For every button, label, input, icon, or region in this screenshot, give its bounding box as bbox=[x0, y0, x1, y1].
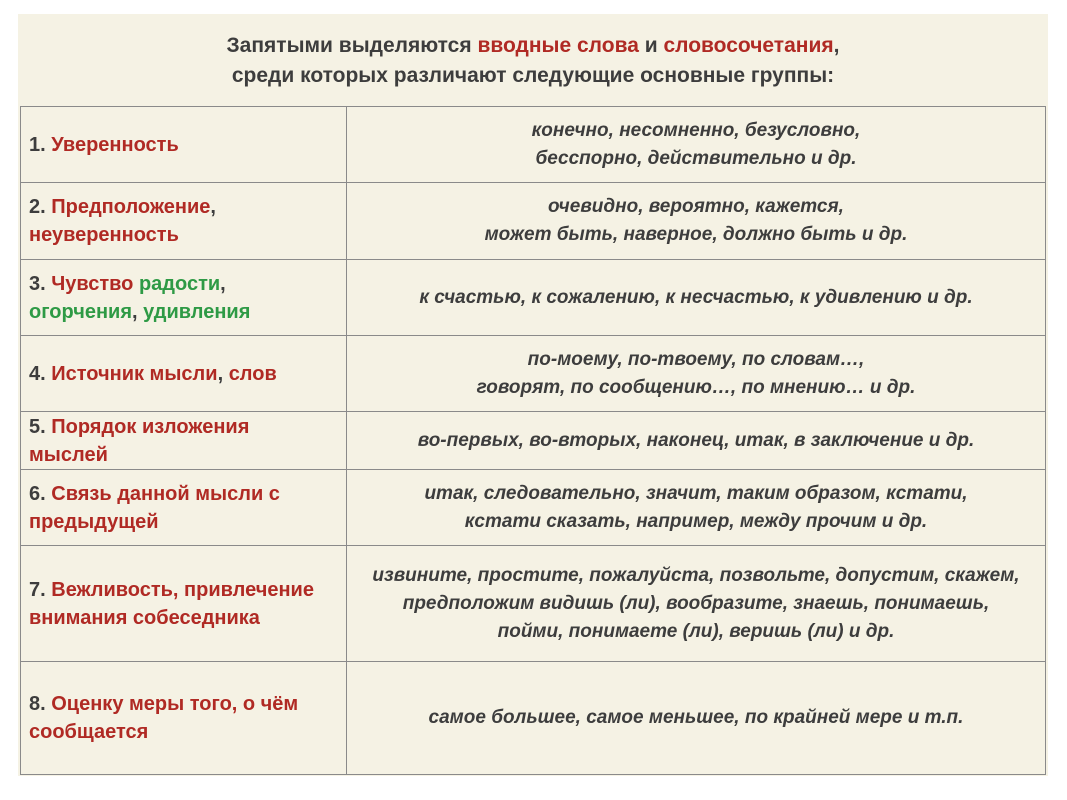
example-line: может быть, наверное, должно быть и др. bbox=[484, 224, 908, 245]
category-label: сообщается bbox=[29, 721, 149, 743]
heading-highlight-introductory-words: вводные слова bbox=[477, 34, 639, 57]
table-row bbox=[21, 662, 1046, 775]
category-cell bbox=[21, 470, 347, 546]
category-label: Предположение bbox=[51, 196, 211, 218]
table-row bbox=[21, 260, 1046, 336]
category-separator: , bbox=[220, 272, 226, 295]
category-cell bbox=[21, 546, 347, 662]
category-label: неуверенность bbox=[29, 224, 179, 246]
category-cell bbox=[21, 336, 347, 412]
category-separator: , bbox=[217, 362, 229, 385]
category-number: 8. bbox=[29, 693, 52, 715]
category-label: Порядок изложения bbox=[51, 415, 250, 438]
category-number: 1. bbox=[29, 133, 52, 156]
table-row bbox=[21, 336, 1046, 412]
examples-cell bbox=[347, 662, 1046, 775]
example-line: по-моему, по-твоему, по словам…, bbox=[527, 348, 865, 370]
heading-line-2: среди которых различают следующие основные группы: bbox=[231, 64, 835, 87]
category-cell bbox=[21, 412, 347, 470]
category-label-joy: радости bbox=[138, 272, 221, 295]
category-label: внимания собеседника bbox=[29, 606, 260, 629]
example-line: к счастью, к сожалению, к несчастью, к удивлению и др. bbox=[419, 286, 973, 308]
examples-cell bbox=[347, 183, 1046, 260]
category-cell bbox=[21, 260, 347, 336]
heading-line-1 bbox=[18, 31, 1048, 61]
heading-text: , bbox=[833, 34, 840, 57]
example-line: конечно, несомненно, безусловно, bbox=[531, 119, 861, 141]
category-label: Источник мысли bbox=[51, 362, 218, 385]
category-label: Оценку меры того, о чём bbox=[51, 693, 299, 715]
example-line: пойми, понимаете (ли), веришь (ли) и др. bbox=[497, 620, 895, 642]
example-line: извините, простите, пожалуйста, позвольте, допустим, скажем, bbox=[372, 564, 1020, 586]
category-label-surprise: удивления bbox=[143, 300, 251, 323]
category-cell bbox=[21, 107, 347, 183]
heading-highlight-phrases: словосочетания bbox=[663, 34, 834, 57]
category-number: 2. bbox=[29, 196, 52, 218]
category-separator: , bbox=[210, 196, 216, 218]
category-label: Вежливость, привлечение bbox=[51, 578, 314, 601]
table-row bbox=[21, 546, 1046, 662]
category-label: предыдущей bbox=[29, 510, 159, 533]
heading-text: Запятыми выделяются bbox=[226, 34, 478, 57]
table-row bbox=[21, 107, 1046, 183]
category-separator: , bbox=[132, 300, 144, 323]
examples-cell bbox=[347, 412, 1046, 470]
example-line: итак, следовательно, значит, таким образом, кстати, bbox=[424, 482, 968, 504]
example-line: очевидно, вероятно, кажется, bbox=[548, 196, 844, 217]
category-number: 4. bbox=[29, 362, 52, 385]
examples-cell bbox=[347, 336, 1046, 412]
category-number: 5. bbox=[29, 415, 52, 438]
example-line: бесспорно, действительно и др. bbox=[535, 147, 857, 169]
groups-table bbox=[20, 106, 1046, 775]
category-number: 3. bbox=[29, 272, 52, 295]
examples-cell bbox=[347, 470, 1046, 546]
heading-text: и bbox=[638, 34, 664, 57]
category-cell bbox=[21, 183, 347, 260]
category-number: 7. bbox=[29, 578, 52, 601]
examples-cell bbox=[347, 260, 1046, 336]
category-number: 6. bbox=[29, 482, 52, 505]
example-line: говорят, по сообщению…, по мнению… и др. bbox=[476, 376, 916, 398]
example-line: предположим видишь (ли), вообразите, знаешь, понимаешь, bbox=[402, 592, 990, 614]
category-label-sorrow: огорчения bbox=[29, 300, 132, 323]
example-line: во-первых, во-вторых, наконец, итак, в заключение и др. bbox=[417, 429, 975, 451]
slide-heading bbox=[18, 14, 1048, 104]
example-line: самое большее, самое меньшее, по крайней мере и т.п. bbox=[428, 707, 964, 728]
example-line: кстати сказать, например, между прочим и др. bbox=[464, 510, 928, 532]
category-label: Связь данной мысли с bbox=[51, 482, 280, 505]
table-row bbox=[21, 183, 1046, 260]
table-row bbox=[21, 412, 1046, 470]
category-label: Чувство bbox=[51, 272, 139, 295]
examples-cell bbox=[347, 546, 1046, 662]
category-cell bbox=[21, 662, 347, 775]
category-label: слов bbox=[228, 362, 277, 385]
category-label: Уверенность bbox=[51, 133, 179, 156]
table-row bbox=[21, 470, 1046, 546]
slide bbox=[18, 14, 1048, 776]
category-label: мыслей bbox=[29, 443, 108, 466]
examples-cell bbox=[347, 107, 1046, 183]
